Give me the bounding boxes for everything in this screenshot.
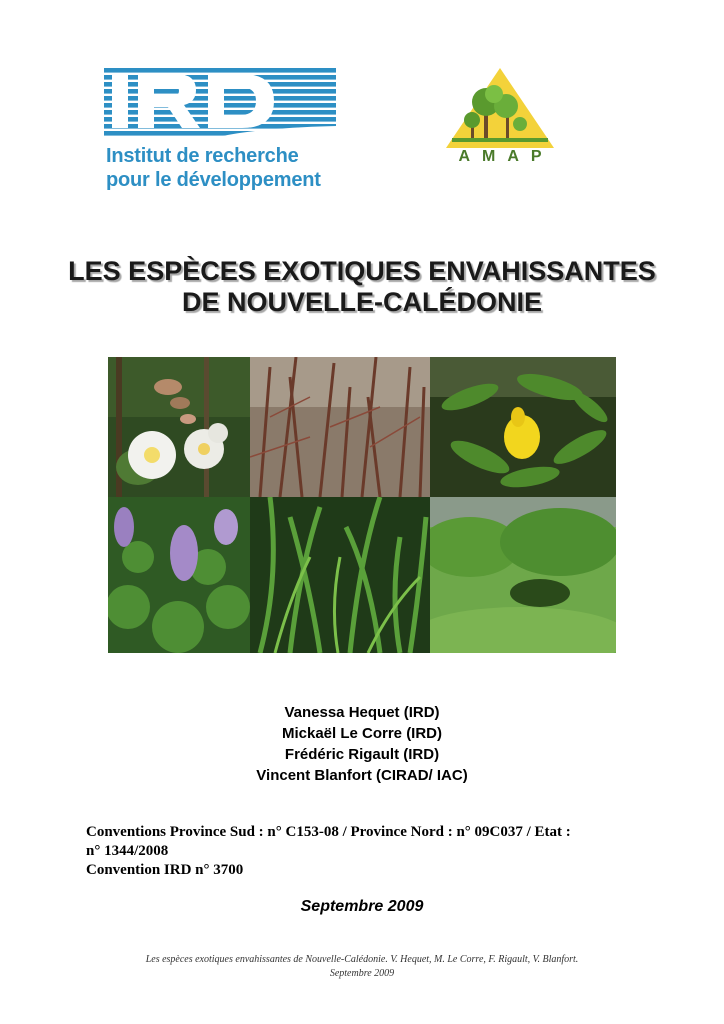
photo-white-flowers (108, 357, 250, 497)
photo-yellow-flower (430, 357, 616, 497)
conventions (86, 823, 646, 880)
author: Vincent Blanfort (CIRAD/ IAC) (256, 767, 468, 784)
ird-tagline-line1: Institut de recherche (106, 145, 299, 167)
publication-date: Septembre 2009 (300, 898, 424, 915)
title-line1: LES ESPÈCES EXOTIQUES ENVAHISSANTES (68, 256, 656, 286)
footer-line1: Les espèces exotiques envahissantes de Nouvelle-Calédonie. V. Hequet, M. Le Corre, F. Rigault, V. Blanfort. (145, 954, 579, 965)
amap-logo (444, 66, 556, 172)
ird-logo (104, 68, 336, 192)
author: Vanessa Hequet (IRD) (284, 704, 440, 721)
authors-list (100, 702, 624, 786)
author: Mickaël Le Corre (IRD) (281, 725, 443, 742)
document-title (40, 256, 684, 318)
conventions-line1: Conventions Province Sud : n° C153-08 / Province Nord : n° 09C037 / Etat : (86, 824, 571, 840)
ird-tagline-line2: pour le développement (106, 169, 321, 191)
footer-line2: Septembre 2009 (329, 968, 395, 979)
author: Frédéric Rigault (IRD) (284, 746, 440, 763)
amap-tree-emblem (444, 66, 556, 150)
photo-water-hyacinth (108, 497, 250, 653)
photo-grass-leaves (250, 497, 430, 653)
photo-grid (108, 357, 616, 653)
ird-wordmark (104, 68, 336, 138)
photo-reddish-shrubland (250, 357, 430, 497)
amap-name: AMAP (458, 148, 554, 165)
conventions-line3: Convention IRD n° 3700 (86, 862, 244, 878)
photo-creeping-vine-cover (430, 497, 616, 653)
title-line2: DE NOUVELLE-CALÉDONIE (181, 287, 543, 317)
page-footer (80, 953, 644, 981)
conventions-line2: n° 1344/2008 (86, 843, 169, 859)
